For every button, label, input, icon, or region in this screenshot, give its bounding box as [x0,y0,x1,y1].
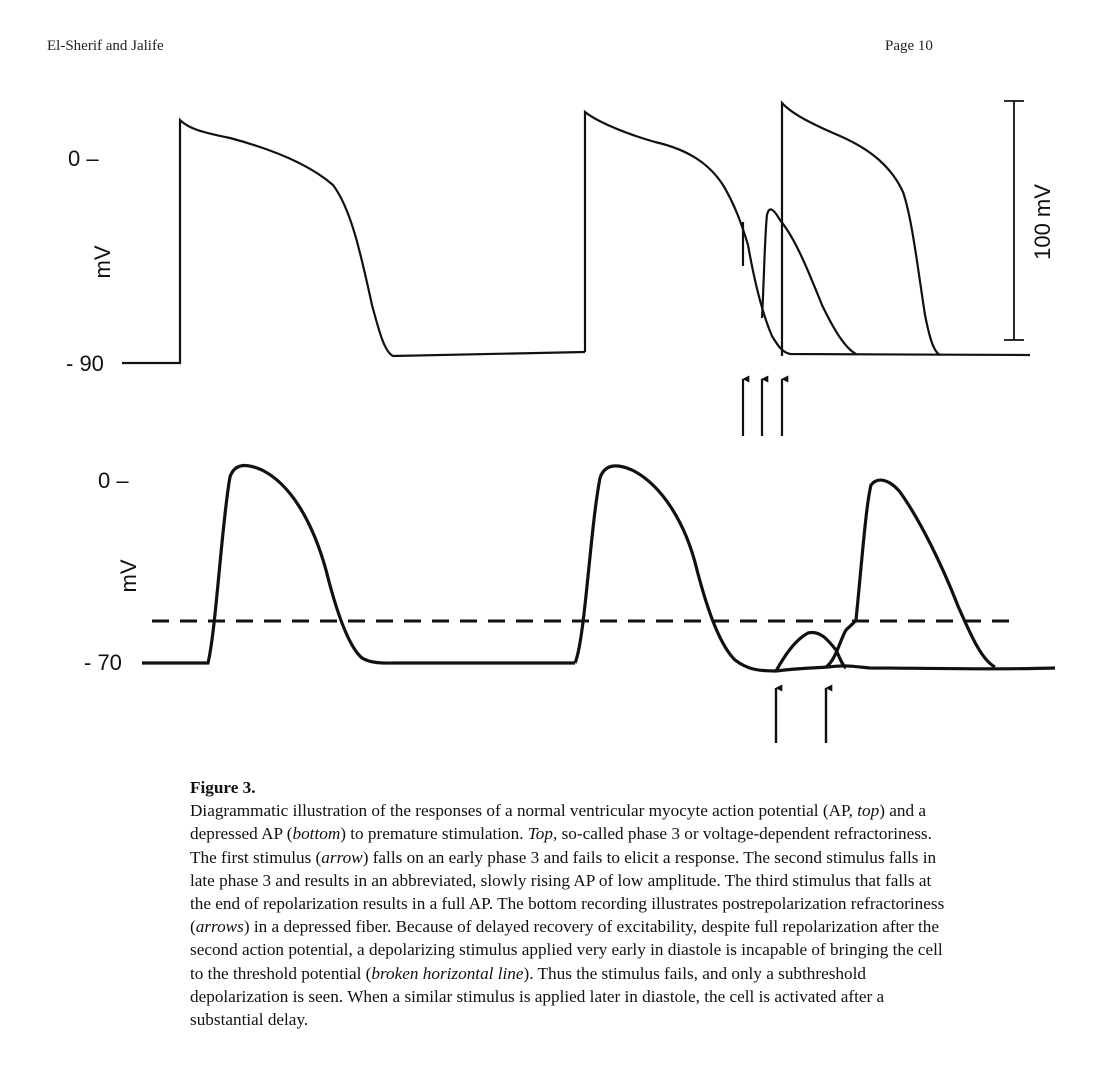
top-scale-bar-label: 100 mV [1030,184,1055,260]
top-y-unit-label: mV [90,245,115,279]
bottom-panel [84,466,1055,743]
top-ap-1-trace [122,120,585,363]
top-stimulus-arrows [743,379,782,436]
top-scale-bar [1004,101,1024,340]
caption-text: ) in a depressed fiber. Because of delayed recovery of excitability, despite full repolarization after the second action potential, a depolarizing stimulus applied very early in diastole is incapable of bringing the cell to the threshold potential ( [190,917,943,983]
caption-body [190,801,944,1029]
bottom-ap-1-trace [142,466,575,664]
caption-text: ) to premature stimulation. [340,824,528,844]
figure-caption [190,776,950,1031]
top-y-min-label: - 90 [66,351,104,376]
caption-italic-text: bottom [292,824,341,844]
top-abbreviated-ap-trace [762,209,856,354]
caption-italic-text: broken horizontal line [371,963,524,983]
figure-title: Figure 3. [190,778,256,797]
caption-text: Diagrammatic illustration of the responses of a normal ventricular myocyte action potential (AP, [190,801,858,821]
caption-italic-text: arrows [195,917,244,937]
bottom-y-unit-label: mV [116,559,141,593]
caption-text: , so-called phase 3 or voltage-dependent refractoriness. The first stimulus ( [190,824,932,867]
running-header-authors: El-Sherif and Jalife [47,38,164,54]
bottom-y-zero-label: 0 – [98,468,129,493]
bottom-stimulus-arrows [776,688,826,743]
top-ap-2-trace [585,112,1030,355]
caption-italic-text: Top [527,824,553,844]
top-y-zero-label: 0 – [68,146,99,171]
bottom-y-min-label: - 70 [84,650,122,675]
bottom-delayed-ap-trace [826,480,995,667]
top-panel [66,101,1055,436]
caption-text: ) and a depressed AP ( [190,801,926,844]
caption-italic-text: top [857,801,880,821]
top-full-premature-ap-trace [782,103,940,356]
caption-text: ) falls on an early phase 3 and fails to elicit a response. The second stimulus falls in late phase 3 and results in an abbreviated, slowly rising AP of low amplitude. The third stimulus that falls at the end of repolarization results in a full AP. The bottom recording illustrates postrepolarization refractoriness ( [190,847,945,937]
bottom-ap-2-trace [575,466,1055,671]
caption-text: ). Thus the stimulus fails, and only a subthreshold depolarization is seen. When a similar stimulus is applied later in diastole, the cell is activated after a substantial delay. [190,963,885,1030]
caption-italic-text: arrow [321,847,363,867]
running-header-page: Page 10 [885,38,933,54]
